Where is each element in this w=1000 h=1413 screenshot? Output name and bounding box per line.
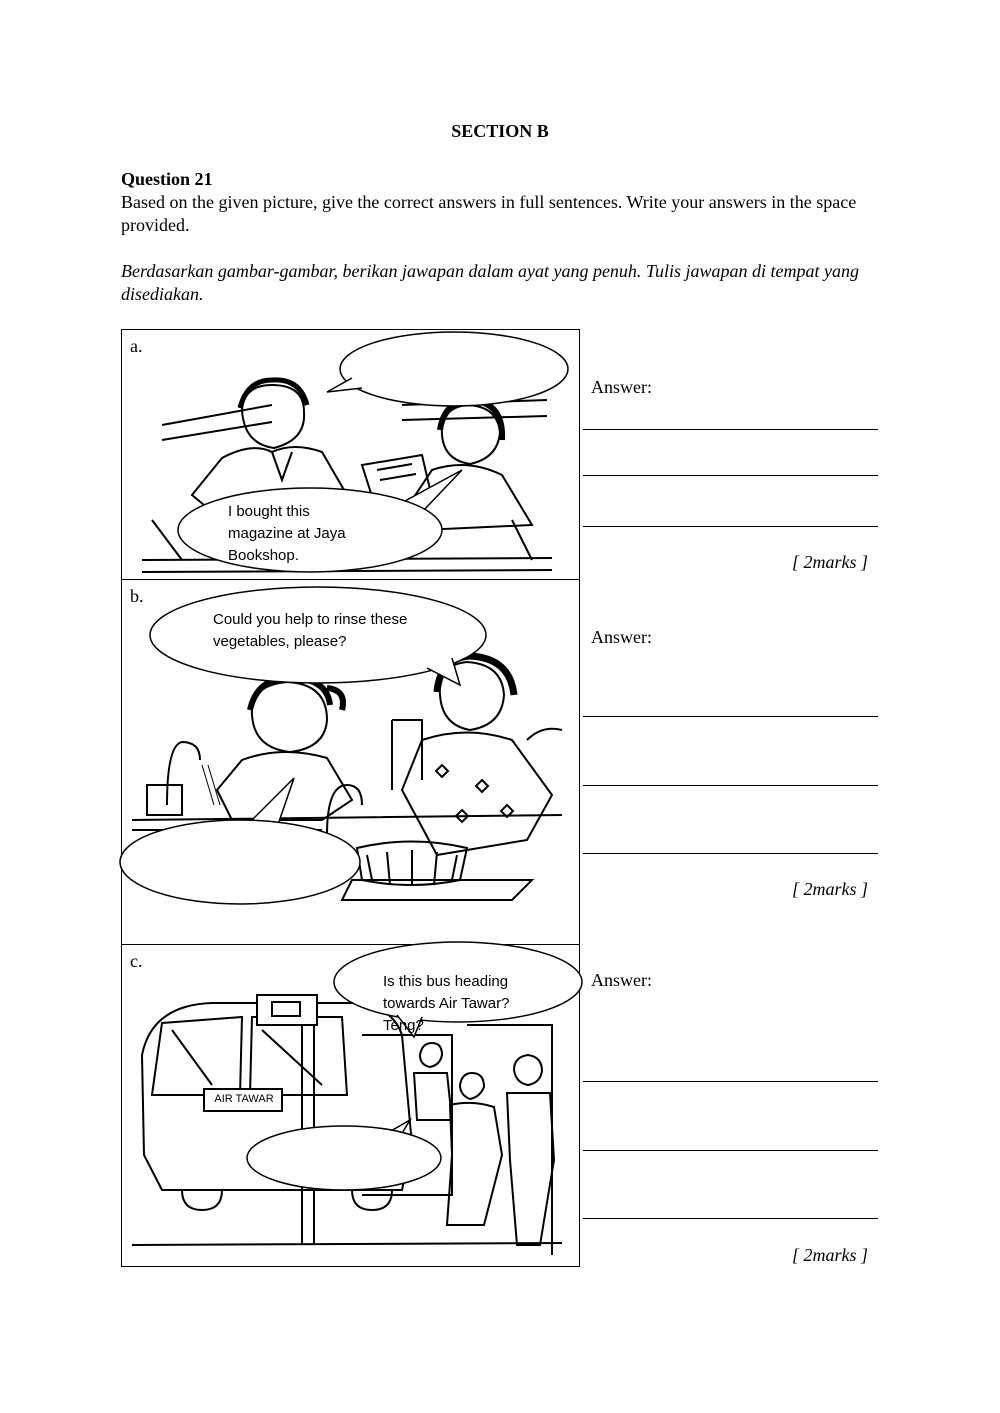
answer-label-b: Answer: [591,627,652,647]
instruction-english: Based on the given picture, give the correct answers in full sentences. Write your answers in the space provided. [121,192,857,235]
answer-line-b2[interactable] [583,785,878,786]
panel-letter-c: c. [130,951,143,971]
answer-line-c1[interactable] [583,1081,878,1082]
speech-bubble-empty [247,1120,441,1190]
speech-bubble-empty [120,778,360,904]
answer-line-b3[interactable] [583,853,878,854]
section-title: SECTION B [451,121,549,141]
answer-line-b1[interactable] [583,716,878,717]
answer-line-c2[interactable] [583,1150,878,1151]
picture-panel-c [121,944,580,1267]
picture-panel-a [121,329,580,581]
answer-line-a2[interactable] [583,475,878,476]
answer-label-c: Answer: [591,970,652,990]
bubble-text-bus: Is this bus heading towards Air Tawar? Teng? [383,973,510,1034]
bubble-text-rinse: Could you help to rinse these vegetables, please? [213,611,408,650]
answer-line-c3[interactable] [583,1218,878,1219]
instruction-malay: Berdasarkan gambar-gambar, berikan jawapan dalam ayat yang penuh. Tulis jawapan di tempat yang disediakan. [121,261,859,304]
answer-line-a3[interactable] [583,526,878,527]
question-title: Question 21 [121,169,213,189]
panel-letter-a: a. [130,336,143,356]
picture-panel-b [121,579,580,946]
answer-label-a: Answer: [591,377,652,397]
marks-b: [ 2marks ] [791,879,868,899]
answer-line-a1[interactable] [583,429,878,430]
marks-a: [ 2marks ] [791,552,868,572]
bus-destination-sign: AIR TAWAR [214,1093,274,1105]
panel-letter-b: b. [130,586,144,606]
speech-bubble-empty [327,332,568,406]
marks-c: [ 2marks ] [791,1245,868,1265]
bubble-text-magazine: I bought this magazine at Jaya Bookshop. [228,503,346,564]
